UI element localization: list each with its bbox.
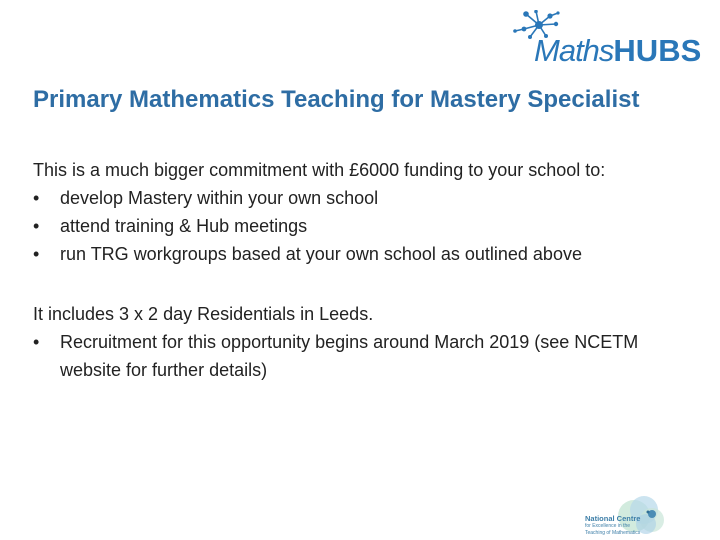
logo-wordmark [534,34,701,68]
list-item-text: attend training & Hub meetings [60,216,308,236]
bullet-icon: • [33,244,40,264]
bullet-icon: • [33,188,40,208]
logo-hubs-text: HUBS [613,33,702,68]
list-item-text: develop Mastery within your own school [60,188,379,208]
intro-text: This is a much bigger commitment with £6000 funding to your school to: [33,160,606,180]
residentials-text: It includes 3 x 2 day Residentials in Leeds. [33,304,374,324]
ncetm-line-2: Teaching of Mathematics [585,530,641,536]
bullet-icon: • [33,216,40,236]
ncetm-wordmark [585,514,640,537]
bullet-icon: • [33,332,40,352]
ncetm-logo [582,494,672,540]
slide-title: Primary Mathematics Teaching for Mastery Specialist [33,86,640,113]
list-item-text: run TRG workgroups based at your own school as outlined above [60,244,582,264]
list-item [33,212,703,240]
list-item-text: Recruitment for this opportunity begins around March 2019 (see NCETM website for further details) [60,332,639,380]
logo-maths-text: Maths [534,33,614,68]
mathshubs-logo [512,10,712,66]
list-item [33,184,703,212]
ncetm-name: National Centre [585,514,641,523]
ncetm-line-1: for Excellence in the [585,523,631,529]
list-item [33,240,703,268]
commitment-bullet-list [33,184,703,268]
recruitment-bullet-list [33,328,653,384]
list-item [33,328,653,384]
